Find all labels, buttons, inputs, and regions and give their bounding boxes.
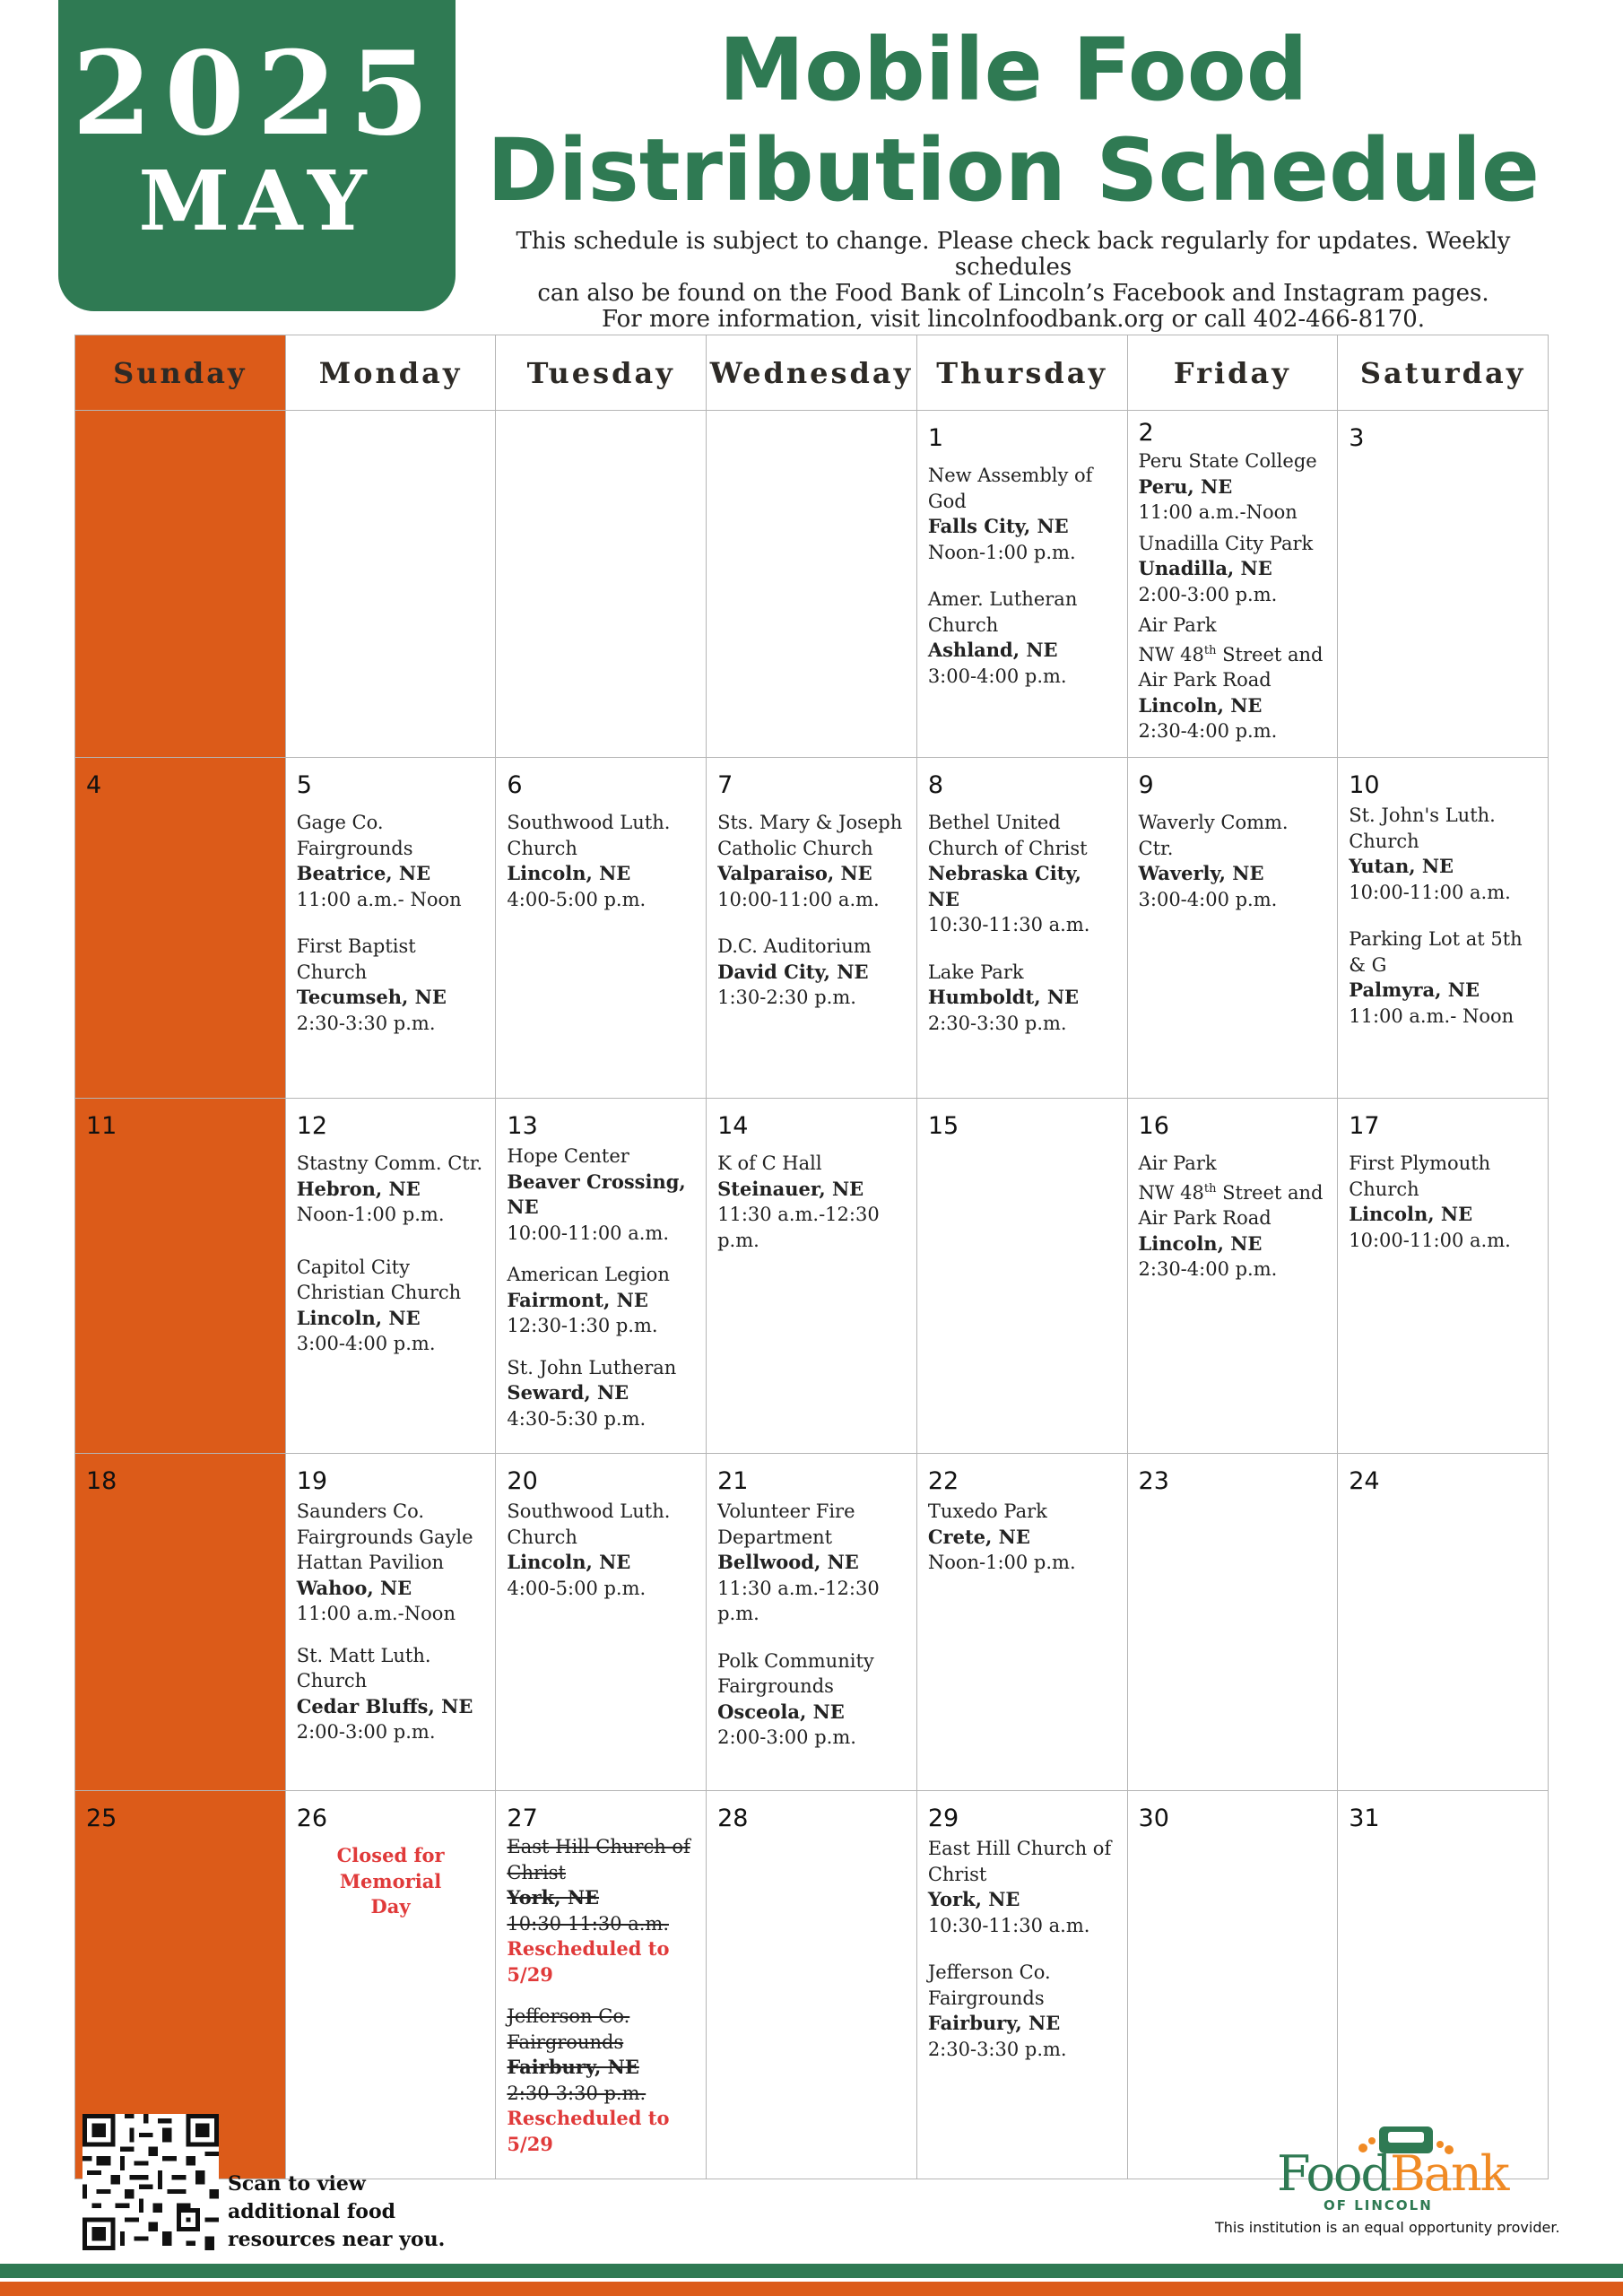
day-number: 24 [1349, 1467, 1380, 1495]
day-cell-16 [1127, 1099, 1338, 1454]
title-line-1: Mobile Food [718, 20, 1308, 120]
distribution-entry [295, 1643, 487, 1745]
day-number: 26 [296, 1805, 328, 1832]
day-number: 23 [1138, 1467, 1169, 1495]
site-city: Crete, NE [927, 1525, 1030, 1548]
rescheduled-note: Rescheduled to 5/29 [507, 1937, 670, 1986]
weekday-saturday: Saturday [1338, 335, 1549, 411]
day-number: 10 [1349, 771, 1380, 799]
day-cell-2 [1127, 411, 1338, 758]
site-time: 4:00-5:00 p.m. [507, 888, 647, 910]
day-cell-empty [75, 411, 286, 758]
week-row [75, 411, 1549, 758]
day-number: 28 [717, 1805, 749, 1832]
site-name: Southwood Luth. Church [507, 1500, 671, 1548]
day-number: 11 [86, 1112, 117, 1140]
day-cell-3 [1338, 411, 1549, 758]
site-name: Amer. Lutheran Church [927, 588, 1078, 636]
distribution-entry [505, 1355, 697, 1432]
day-cell-19 [285, 1454, 496, 1791]
week-row [75, 1454, 1549, 1791]
rescheduled-note: Rescheduled to 5/29 [507, 2107, 670, 2155]
distribution-entry-cancelled [505, 2004, 697, 2157]
distribution-entry [295, 810, 487, 912]
distribution-entry [1137, 810, 1329, 912]
weekday-sunday: Sunday [75, 335, 286, 411]
site-time: 2:00-3:00 p.m. [1138, 583, 1278, 605]
day-cell-11 [75, 1099, 286, 1454]
day-number: 1 [927, 424, 943, 452]
site-name: St. Matt Luth. Church [296, 1644, 431, 1692]
site-time: 11:30 a.m.-12:30 p.m. [717, 1577, 880, 1624]
day-number: 31 [1349, 1805, 1380, 1832]
site-time: 3:00-4:00 p.m. [927, 665, 1067, 687]
distribution-entry-cancelled [505, 1834, 697, 1987]
day-cell-12 [285, 1099, 496, 1454]
day-number: 16 [1138, 1112, 1169, 1140]
site-city: Lincoln, NE [507, 1551, 631, 1573]
site-city: Ashland, NE [927, 639, 1058, 661]
weekday-friday: Friday [1127, 335, 1338, 411]
day-number: 8 [927, 771, 943, 799]
title-line-2: Distribution Schedule [486, 120, 1541, 221]
site-city: Waverly, NE [1138, 862, 1264, 884]
day-number: 27 [507, 1805, 538, 1832]
day-cell-10 [1338, 758, 1549, 1099]
distribution-entry [1137, 1151, 1329, 1283]
distribution-entry [716, 810, 907, 912]
distribution-entry [505, 810, 697, 912]
qr-caption-line-2: additional food [228, 2200, 396, 2223]
day-number: 29 [927, 1805, 959, 1832]
day-number: 17 [1349, 1112, 1380, 1140]
day-cell-empty [285, 411, 496, 758]
day-number: 5 [296, 771, 312, 799]
distribution-entry [1347, 803, 1539, 905]
site-city: Osceola, NE [717, 1700, 845, 1723]
day-cell-5 [285, 758, 496, 1099]
site-time: Noon-1:00 p.m. [927, 541, 1076, 563]
day-number: 20 [507, 1467, 538, 1495]
site-city: Steinauer, NE [717, 1177, 864, 1200]
site-road: Air Park Road [1138, 1207, 1271, 1229]
distribution-entry [926, 810, 1118, 938]
site-city: Bellwood, NE [717, 1551, 859, 1573]
site-time: 2:30-3:30 p.m. [507, 2082, 647, 2104]
site-time: 12:30-1:30 p.m. [507, 1315, 658, 1336]
site-time: 11:00 a.m.- Noon [296, 888, 462, 910]
site-name: Parking Lot at 5th & G [1349, 928, 1523, 976]
logo-subtitle: OF LINCOLN [1324, 2197, 1433, 2213]
day-number: 9 [1138, 771, 1154, 799]
site-city: Fairmont, NE [507, 1288, 648, 1311]
site-city: Lincoln, NE [296, 1306, 421, 1329]
logo-food-text: Food [1277, 2145, 1391, 2202]
site-time: 2:30-3:30 p.m. [296, 1012, 436, 1034]
site-name: New Assembly of God [927, 465, 1093, 512]
equal-opportunity-statement: This institution is an equal opportunity provider. [1215, 2219, 1560, 2236]
day-cell-15 [916, 1099, 1127, 1454]
site-name: Tuxedo Park [927, 1500, 1047, 1522]
qr-caption-line-1: Scan to view [228, 2172, 366, 2196]
site-city: Palmyra, NE [1349, 978, 1480, 1001]
site-name: Gage Co. Fairgrounds [296, 812, 413, 859]
day-cell-13 [496, 1099, 707, 1454]
day-cell-6 [496, 758, 707, 1099]
subtitle-line-1: This schedule is subject to change. Please check back regularly for updates. Weekly schedules [516, 228, 1511, 281]
site-time: 10:30-11:30 a.m. [507, 1912, 669, 1935]
site-city: Wahoo, NE [296, 1576, 412, 1599]
day-cell-20 [496, 1454, 707, 1791]
site-city: Peru, NE [1138, 474, 1233, 498]
day-number: 13 [507, 1112, 538, 1140]
site-city: York, NE [507, 1886, 600, 1909]
day-number: 30 [1138, 1805, 1169, 1832]
site-city: Fairbury, NE [507, 2056, 639, 2078]
site-city: Fairbury, NE [927, 2012, 1061, 2034]
distribution-entry [1347, 926, 1539, 1029]
distribution-entry [716, 1499, 907, 1627]
site-name: Air Park [1138, 1152, 1217, 1174]
site-name: Hope Center [507, 1145, 629, 1167]
subtitle-line-2: can also be found on the Food Bank of Lincoln’s Facebook and Instagram pages. [537, 280, 1489, 307]
distribution-entry [1347, 1151, 1539, 1253]
site-time: 2:30-3:30 p.m. [927, 1012, 1067, 1034]
site-time: 3:00-4:00 p.m. [1138, 888, 1278, 910]
day-cell-26 [285, 1791, 496, 2179]
site-name: First Baptist Church [296, 935, 416, 983]
site-time: 3:00-4:00 p.m. [296, 1333, 436, 1354]
site-time: 2:00-3:00 p.m. [296, 1721, 436, 1743]
site-time: 10:30-11:30 a.m. [927, 914, 1090, 935]
week-row [75, 1099, 1549, 1454]
site-time: 1:30-2:30 p.m. [717, 987, 856, 1008]
day-cell-empty [496, 411, 707, 758]
site-time: 11:00 a.m.-Noon [296, 1603, 456, 1624]
site-name: Bethel United Church of Christ [927, 812, 1088, 859]
distribution-entry [295, 1499, 487, 1627]
site-name: Southwood Luth. Church [507, 812, 671, 859]
distribution-entry [505, 1499, 697, 1601]
day-number: 14 [717, 1112, 749, 1140]
site-name: Lake Park [927, 961, 1024, 983]
site-name: American Legion [507, 1264, 670, 1285]
qr-caption [228, 2170, 445, 2254]
site-time: Noon-1:00 p.m. [927, 1552, 1076, 1573]
day-cell-27 [496, 1791, 707, 2179]
site-name: Waverly Comm. Ctr. [1138, 812, 1289, 859]
site-city: Lincoln, NE [1138, 1231, 1263, 1255]
distribution-entry [1137, 531, 1329, 608]
site-time: 10:00-11:00 a.m. [1349, 1229, 1511, 1251]
site-street: NW 48th Street and [1138, 643, 1324, 665]
distribution-entry [926, 1836, 1118, 1938]
day-number: 7 [717, 771, 733, 799]
site-name: St. John Lutheran [507, 1356, 677, 1378]
site-name: Peru State College [1138, 450, 1317, 472]
site-city: Lincoln, NE [507, 862, 631, 884]
site-time: 2:30-3:30 p.m. [927, 2038, 1067, 2060]
day-cell-29 [916, 1791, 1127, 2179]
site-name: Air Park [1138, 614, 1217, 636]
date-badge [58, 0, 456, 311]
site-time: Noon-1:00 p.m. [296, 1204, 445, 1225]
day-cell-1 [916, 411, 1127, 758]
day-cell-28 [707, 1791, 917, 2179]
site-time: 11:00 a.m.- Noon [1349, 1004, 1515, 1027]
weekday-tuesday: Tuesday [496, 335, 707, 411]
subtitle [471, 229, 1556, 333]
distribution-entry [505, 1262, 697, 1339]
site-city: Falls City, NE [927, 515, 1069, 537]
site-name: Jefferson Co. Fairgrounds [507, 2005, 630, 2053]
site-time: 4:30-5:30 p.m. [507, 1407, 647, 1430]
site-city: Cedar Bluffs, NE [296, 1694, 473, 1718]
site-name: D.C. Auditorium [717, 935, 872, 957]
day-cell-21 [707, 1454, 917, 1791]
distribution-entry [926, 1960, 1118, 2062]
distribution-entry [1137, 448, 1329, 526]
page-title [475, 20, 1551, 221]
day-number: 12 [296, 1112, 328, 1140]
site-name: Polk Community Fairgrounds [717, 1649, 874, 1697]
distribution-entry [295, 1255, 487, 1357]
day-number: 19 [296, 1467, 328, 1495]
day-cell-8 [916, 758, 1127, 1099]
day-cell-empty [707, 411, 917, 758]
distribution-entry [295, 934, 487, 1036]
distribution-entry [926, 1499, 1118, 1576]
day-cell-23 [1127, 1454, 1338, 1791]
site-name: Stastny Comm. Ctr. [296, 1152, 483, 1174]
logo-bank-text: Bank [1390, 2145, 1508, 2202]
day-cell-7 [707, 758, 917, 1099]
distribution-entry [505, 1144, 697, 1246]
distribution-entry [926, 463, 1118, 565]
closed-notice: Closed for Memorial Day [336, 1844, 445, 1918]
site-time: 2:30-4:00 p.m. [1138, 1258, 1278, 1280]
weekday-wednesday: Wednesday [707, 335, 917, 411]
site-city: Lincoln, NE [1349, 1203, 1473, 1225]
site-time: 4:00-5:00 p.m. [507, 1577, 647, 1599]
site-city: Valparaiso, NE [717, 862, 872, 884]
site-time: 2:30-4:00 p.m. [1138, 720, 1278, 742]
site-name: Unadilla City Park [1138, 532, 1314, 554]
qr-code-icon[interactable] [82, 2114, 219, 2250]
site-road: Air Park Road [1138, 669, 1271, 691]
logo-wordmark [1277, 2145, 1508, 2202]
site-city: Beatrice, NE [296, 862, 431, 884]
site-time: 10:00-11:00 a.m. [507, 1222, 669, 1244]
distribution-entry [926, 587, 1118, 689]
distribution-entry [1137, 613, 1329, 744]
day-cell-24 [1338, 1454, 1549, 1791]
calendar [74, 335, 1549, 2179]
distribution-entry [716, 934, 907, 1011]
day-cell-4 [75, 758, 286, 1099]
day-cell-14 [707, 1099, 917, 1454]
qr-caption-line-3: resources near you. [228, 2228, 446, 2251]
day-number: 21 [717, 1467, 749, 1495]
weekday-header-row [75, 335, 1549, 411]
footer-bar-orange [0, 2282, 1623, 2296]
site-city: Hebron, NE [296, 1177, 421, 1200]
distribution-entry [716, 1151, 907, 1253]
day-number: 15 [927, 1112, 959, 1140]
site-name: Volunteer Fire Department [717, 1500, 855, 1548]
site-city: York, NE [927, 1888, 1020, 1910]
site-city: Yutan, NE [1349, 855, 1454, 877]
weekday-monday: Monday [285, 335, 496, 411]
site-name: Jefferson Co. Fairgrounds [927, 1961, 1051, 2009]
site-name: Capitol City Christian Church [296, 1256, 462, 1303]
site-name: St. John's Luth. Church [1349, 804, 1496, 852]
site-time: 10:30-11:30 a.m. [927, 1914, 1090, 1936]
footer-bar-green [0, 2264, 1623, 2278]
site-time: 10:00-11:00 a.m. [717, 888, 880, 910]
day-cell-22 [916, 1454, 1127, 1791]
week-row [75, 758, 1549, 1099]
year: 2025 [72, 27, 442, 161]
day-cell-17 [1338, 1099, 1549, 1454]
site-time: 11:30 a.m.-12:30 p.m. [717, 1204, 880, 1251]
month: MAY [138, 152, 376, 249]
day-number: 4 [86, 771, 102, 799]
site-name: K of C Hall [717, 1152, 822, 1174]
day-number: 3 [1349, 424, 1365, 452]
site-city: Lincoln, NE [1138, 693, 1263, 717]
day-number: 6 [507, 771, 523, 799]
day-number: 2 [1138, 419, 1154, 447]
day-cell-9 [1127, 758, 1338, 1099]
site-city: Beaver Crossing, NE [507, 1170, 686, 1218]
subtitle-line-3: For more information, visit lincolnfoodbank.org or call 402-466-8170. [601, 306, 1426, 333]
site-time: 2:00-3:00 p.m. [717, 1726, 856, 1748]
weekday-thursday: Thursday [916, 335, 1127, 411]
distribution-entry [295, 1151, 487, 1228]
site-street: NW 48th Street and [1138, 1181, 1324, 1204]
day-cell-18 [75, 1454, 286, 1791]
day-number: 18 [86, 1467, 117, 1495]
site-city: Seward, NE [507, 1381, 629, 1404]
site-name: Sts. Mary & Joseph Catholic Church [717, 812, 903, 859]
site-name: East Hill Church of Christ [507, 1836, 690, 1883]
distribution-entry [926, 960, 1118, 1037]
day-number: 22 [927, 1467, 959, 1495]
site-city: Unadilla, NE [1138, 557, 1272, 579]
site-name: Saunders Co. Fairgrounds Gayle Hattan Pavilion [296, 1500, 473, 1573]
site-city: David City, NE [717, 960, 869, 983]
site-name: East Hill Church of Christ [927, 1838, 1112, 1885]
site-name: First Plymouth Church [1349, 1152, 1491, 1200]
distribution-entry [716, 1648, 907, 1751]
site-time: 11:00 a.m.-Noon [1138, 501, 1298, 523]
site-city: Tecumseh, NE [296, 986, 447, 1008]
site-city: Nebraska City, NE [927, 862, 1081, 910]
site-time: 10:00-11:00 a.m. [1349, 881, 1511, 903]
site-city: Humboldt, NE [927, 986, 1080, 1008]
day-number: 25 [86, 1805, 117, 1832]
